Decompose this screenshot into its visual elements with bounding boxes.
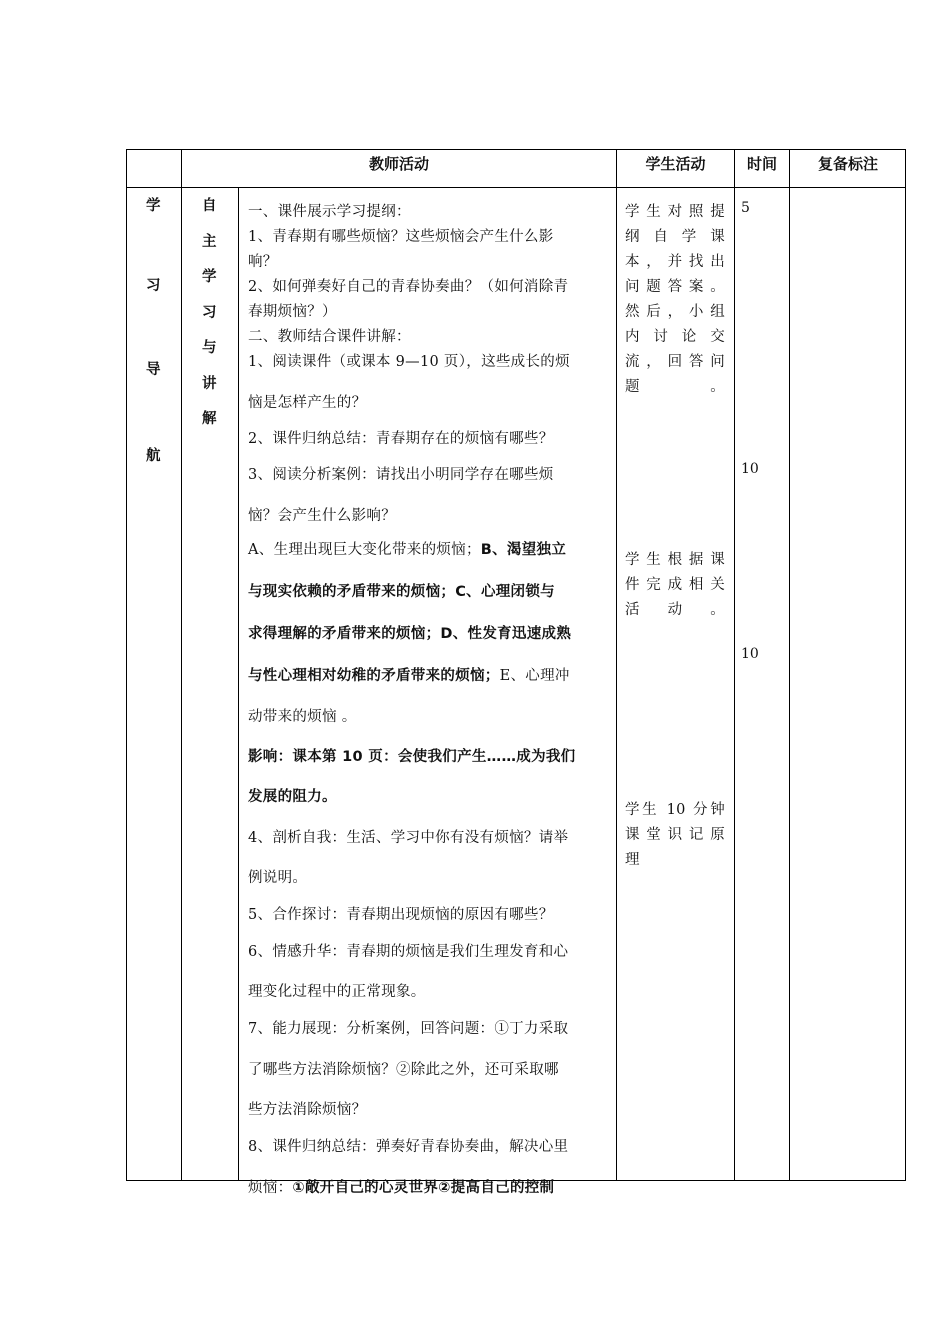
student-text-line: 问题答案。 bbox=[625, 279, 725, 295]
student-text-line: 然后，小组 bbox=[625, 304, 725, 320]
teacher-text-line: 1、青春期有哪些烦恼？这些烦恼会产生什么影 bbox=[248, 229, 554, 245]
teacher-text-line: 3、阅读分析案例：请找出小明同学存在哪些烦 bbox=[248, 467, 554, 483]
time-value: 10 bbox=[741, 646, 759, 662]
teacher-text-line: 例说明。 bbox=[248, 870, 308, 886]
teacher-text-line bbox=[248, 745, 575, 766]
teacher-text-line bbox=[248, 664, 570, 685]
student-text-line: 题。 bbox=[625, 379, 725, 395]
col-divider bbox=[238, 187, 239, 1180]
section-label-char: 导 bbox=[146, 362, 161, 378]
time-value: 5 bbox=[741, 200, 750, 216]
time-content bbox=[741, 188, 787, 1178]
student-text-line: 学生根据课 bbox=[625, 552, 725, 568]
col-divider bbox=[616, 150, 617, 1180]
teacher-text-line bbox=[248, 705, 357, 726]
subsection-label-char: 习 bbox=[202, 304, 217, 321]
section-label-char: 学 bbox=[146, 198, 161, 214]
subsection-label-char: 自 bbox=[202, 198, 217, 214]
teacher-text-line: 二、教师结合课件讲解： bbox=[248, 329, 411, 345]
bold-span: 与性心理相对幼稚的矛盾带来的烦恼； bbox=[248, 668, 500, 684]
subsection-label-char: 与 bbox=[202, 340, 217, 356]
col-divider bbox=[734, 150, 735, 1180]
teacher-text-line: 6、情感升华：青春期的烦恼是我们生理发育和心 bbox=[248, 944, 569, 960]
plain-span: 烦恼： bbox=[248, 1180, 293, 1196]
bold-span: 影响：课本第 10 页：会使我们产生……成为我们 bbox=[248, 749, 576, 765]
teacher-text-line: 恼？会产生什么影响？ bbox=[248, 508, 396, 524]
subsection-label bbox=[182, 188, 238, 488]
student-text-line: 流，回答问 bbox=[625, 354, 725, 370]
student-text-line: 件完成相关 bbox=[625, 577, 725, 593]
teacher-text-line bbox=[248, 538, 566, 559]
header-student-activity: 学生活动 bbox=[645, 155, 706, 173]
teacher-text-line bbox=[248, 1176, 554, 1197]
student-activity-content bbox=[625, 188, 729, 1178]
bold-span: 求得理解的矛盾带来的烦恼；D、性发育迅速成熟 bbox=[248, 626, 572, 642]
teacher-text-line: 理变化过程中的正常现象。 bbox=[248, 984, 426, 1000]
teacher-text-line: 春期烦恼？） bbox=[248, 304, 337, 320]
teacher-text-line: 2、如何弹奏好自己的青春协奏曲？（如何消除青 bbox=[248, 279, 569, 295]
header-notes: 复备标注 bbox=[817, 155, 878, 173]
header-teacher-activity: 教师活动 bbox=[368, 155, 429, 173]
teacher-text-line: 了哪些方法消除烦恼？②除此之外，还可采取哪 bbox=[248, 1062, 559, 1078]
subsection-label-char: 学 bbox=[202, 269, 217, 285]
section-label-char: 航 bbox=[146, 448, 161, 464]
bold-span: 与现实依赖的矛盾带来的烦恼；C、心理闭锁与 bbox=[248, 584, 555, 600]
teacher-text-line: 一、课件展示学习提纲： bbox=[248, 204, 411, 220]
bold-span: 发展的阻力。 bbox=[248, 789, 337, 805]
teacher-text-line: 5、合作探讨：青春期出现烦恼的原因有哪些？ bbox=[248, 907, 554, 923]
subsection-label-char: 解 bbox=[202, 411, 217, 427]
lesson-table bbox=[126, 149, 906, 1196]
student-text-line: 本，并找出 bbox=[625, 254, 725, 270]
teacher-text-line: 4、剖析自我：生活、学习中你有没有烦恼？请举 bbox=[248, 830, 569, 846]
teacher-text-line: 恼是怎样产生的？ bbox=[248, 395, 367, 411]
header-time: 时间 bbox=[746, 155, 777, 173]
student-text-line: 内讨论交 bbox=[625, 329, 725, 345]
bold-span: B、渴望独立 bbox=[480, 542, 567, 558]
student-text-line: 活动。 bbox=[625, 602, 725, 618]
section-label-char: 习 bbox=[146, 278, 161, 294]
student-text-line: 学生 10 分钟 bbox=[625, 802, 725, 818]
teacher-text-line bbox=[248, 785, 337, 806]
subsection-label-char: 讲 bbox=[202, 375, 217, 392]
teacher-text-line: 1、阅读课件（或课本 9—10 页），这些成长的烦 bbox=[248, 354, 570, 370]
student-text-line: 纲自学课 bbox=[625, 229, 725, 245]
teacher-text-line bbox=[248, 622, 571, 643]
plain-span: E、心理冲 bbox=[499, 668, 570, 684]
time-value: 10 bbox=[741, 461, 759, 477]
teacher-text-line: 7、能力展现：分析案例，回答问题：①丁力采取 bbox=[248, 1021, 569, 1037]
teacher-text-line: 些方法消除烦恼？ bbox=[248, 1102, 367, 1118]
subsection-label-char: 主 bbox=[202, 233, 217, 250]
student-text-line: 理 bbox=[625, 852, 640, 868]
section-label bbox=[127, 188, 181, 488]
plain-span: A、生理出现巨大变化带来的烦恼； bbox=[248, 542, 481, 558]
teacher-text-line: 2、课件归纳总结：青春期存在的烦恼有哪些？ bbox=[248, 431, 554, 447]
teacher-text-line bbox=[248, 580, 555, 601]
student-text-line: 学生对照提 bbox=[625, 204, 725, 220]
plain-span: 动带来的烦恼 。 bbox=[248, 709, 357, 725]
student-text-line: 课堂识记原 bbox=[625, 827, 725, 843]
teacher-activity-content bbox=[248, 188, 614, 1196]
bold-span: ①敞开自己的心灵世界②提高自己的控制 bbox=[292, 1180, 555, 1196]
teacher-text-line: 响？ bbox=[248, 254, 278, 270]
teacher-text-line: 8、课件归纳总结：弹奏好青春协奏曲，解决心里 bbox=[248, 1139, 569, 1155]
notes-content bbox=[790, 188, 906, 1178]
